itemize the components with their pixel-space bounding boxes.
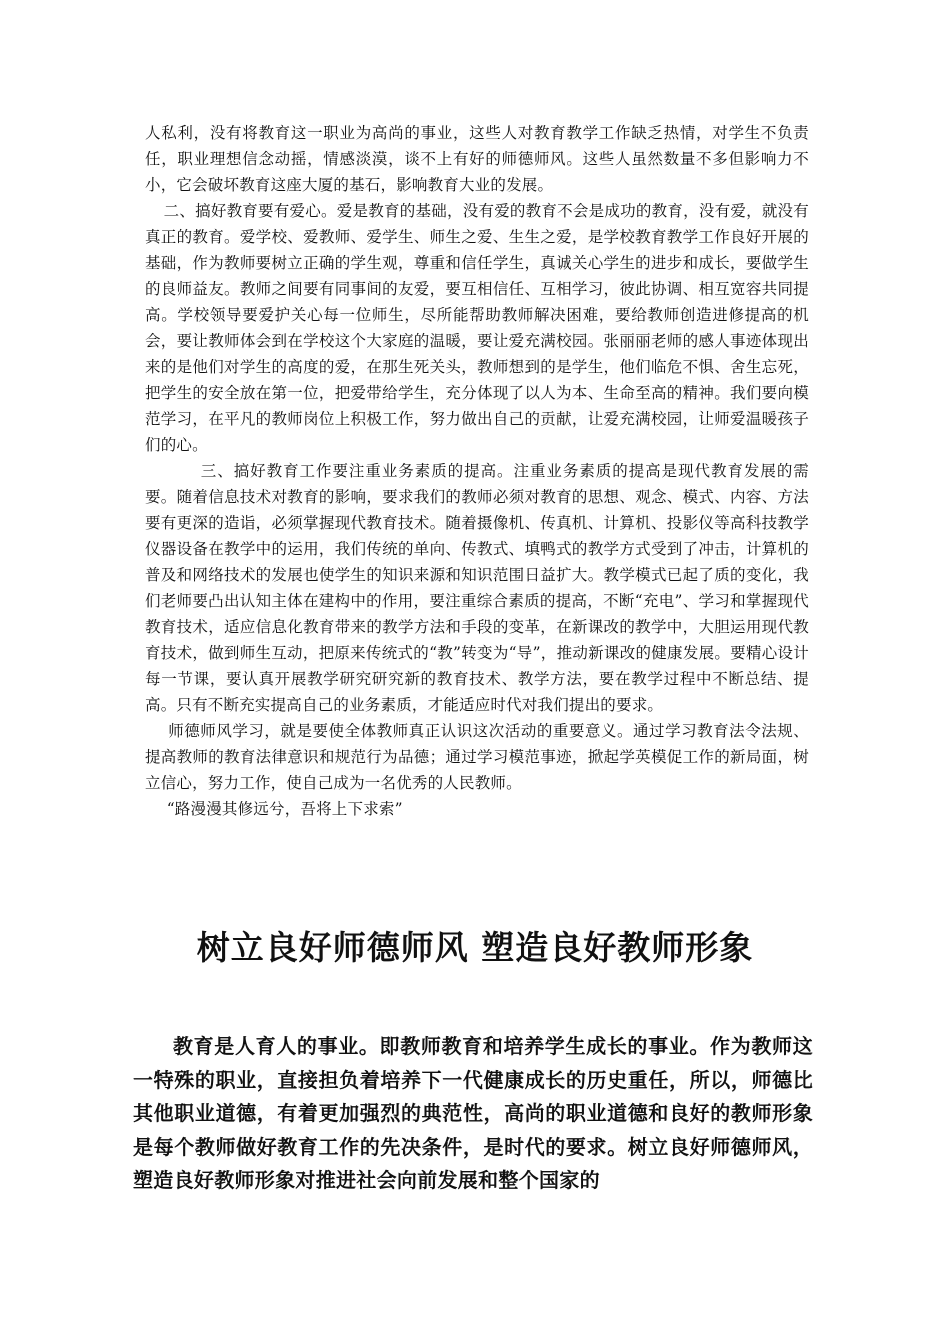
article-title: 树立良好师德师风 塑造良好教师形象: [196, 928, 754, 967]
paragraph-continuation: 人私利，没有将教育这一职业为高尚的事业，这些人对教育教学工作缺乏热情，对学生不负责任，职业理想信念动摇，情感淡漠，谈不上有好的师德师风。这些人虽然数量不多但影响力不小，它会破坏教育这座大厦的基石，影响教育大业的发展。: [145, 124, 809, 194]
paragraph-conclusion: 师德师风学习，就是要使全体教师真正认识这次活动的重要意义。通过学习教育法令法规、提高教师的教育法律意识和规范行为品德；通过学习模范事迹，掀起学英模促工作的新局面，树立信心，努力工作，使自己成为一名优秀的人民教师。: [145, 722, 809, 792]
article-body-paragraph: 教育是人育人的事业。即教师教育和培养学生成长的事业。作为教师这一特殊的职业，直接担负着培养下一代健康成长的历史重任，所以，师德比其他职业道德，有着更加强烈的典范性，高尚的职业道德和良好的教师形象是每个教师做好教育工作的先决条件，是时代的要求。树立良好师德师风，塑造良好教师形象对推进社会向前发展和整个国家的: [133, 1034, 813, 1192]
paragraph-professional-quality: 三、搞好教育工作要注重业务素质的提高。注重业务素质的提高是现代教育发展的需要。随着信息技术对教育的影响，要求我们的教师必须对教育的思想、观念、模式、内容、方法要有更深的造诣，必须掌握现代教育技术。随着摄像机、传真机、计算机、投影仪等高科技教学仪器设备在教学中的运用，我们传统的单向、传教式、填鸭式的教学方式受到了冲击，计算机的普及和网络技术的发展也使学生的知识来源和知识范围日益扩大。教学模式已起了质的变化，我们老师要凸出认知主体在建构中的作用，要注重综合素质的提高，不断“充电”、学习和掌握现代教育技术，适应信息化教育带来的教学方法和手段的变革，在新课改的教学中，大胆运用现代教育技术，做到师生互动，把原来传统式的“教”转变为“导”，推动新课改的健康发展。要精心设计每一节课，要认真开展教学研究研究新的教育技术、教学方法，要在教学过程中不断总结、提高。只有不断充实提高自己的业务素质，才能适应时代对我们提出的要求。: [145, 462, 809, 714]
closing-quote: “路漫漫其修远兮，吾将上下求索”: [166, 800, 403, 818]
previous-article-continuation: [145, 120, 809, 822]
paragraph-love: 二、搞好教育要有爱心。爱是教育的基础，没有爱的教育不会是成功的教育，没有爱，就没有真正的教育。爱学校、爱教师、爱学生、师生之爱、生生之爱，是学校教育教学工作良好开展的基础，作为教师要树立正确的学生观，尊重和信任学生，真诚关心学生的进步和成长，要做学生的良师益友。教师之间要有同事间的友爱，要互相信任、互相学习，彼此协调、相互宽容共同提高。学校领导要爱护关心每一位师生，尽所能帮助教师解决困难，要给教师创造进修提高的机会，要让教师体会到在学校这个大家庭的温暖，要让爱充满校园。张丽丽老师的感人事迹体现出来的是他们对学生的高度的爱，在那生死关头，教师想到的是学生，他们临危不惧、舍生忘死，把学生的安全放在第一位，把爱带给学生，充分体现了以人为本、生命至高的精神。我们要向模范学习，在平凡的教师岗位上积极工作，努力做出自己的贡献，让爱充满校园，让师爱温暖孩子们的心。: [145, 202, 809, 454]
